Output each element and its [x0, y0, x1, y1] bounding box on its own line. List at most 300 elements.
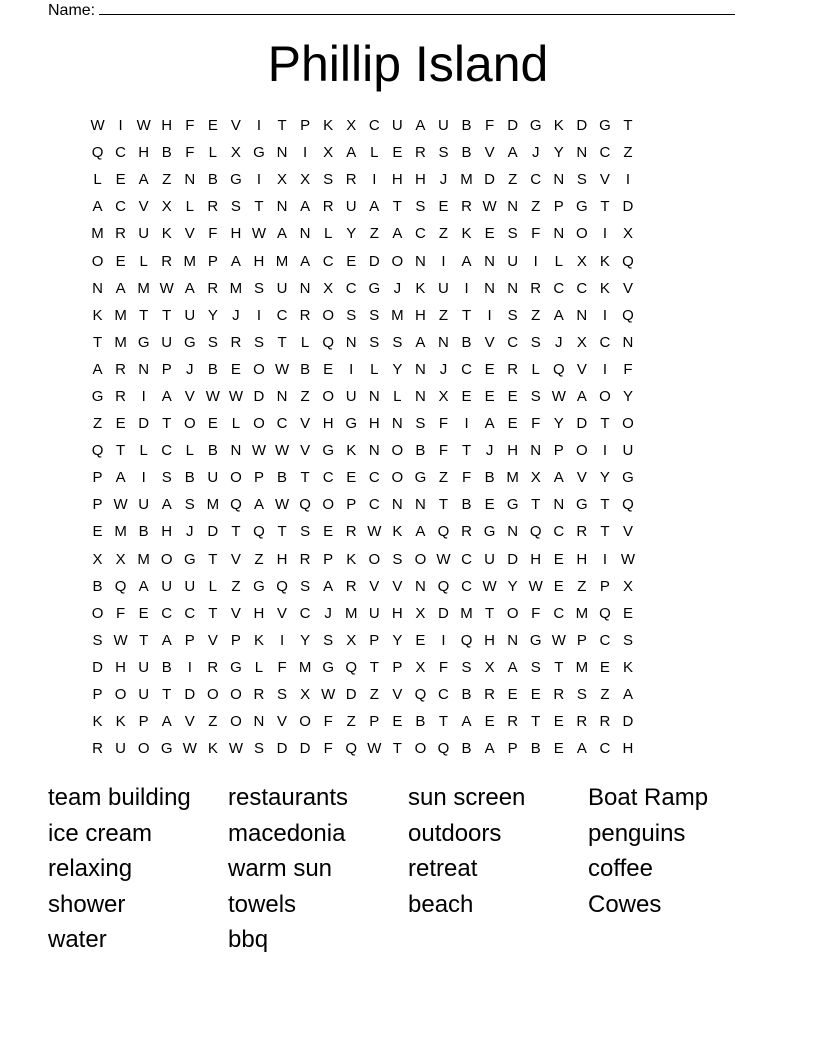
grid-letter: S	[438, 144, 449, 162]
grid-letter: A	[622, 686, 633, 704]
grid-row	[86, 247, 732, 274]
grid-row	[86, 437, 732, 464]
grid-letter: E	[392, 713, 403, 731]
grid-letter: K	[599, 252, 610, 270]
grid-letter: C	[322, 252, 334, 270]
grid-letter: C	[553, 523, 565, 541]
grid-letter: D	[576, 415, 588, 433]
grid-letter: S	[230, 198, 241, 216]
grid-letter: O	[160, 550, 173, 568]
grid-letter: C	[576, 279, 588, 297]
word-list-item: Boat Ramp	[588, 784, 709, 811]
grid-letter: N	[484, 252, 496, 270]
grid-letter: T	[139, 306, 149, 324]
grid-letter: C	[553, 604, 565, 622]
grid-letter: R	[115, 360, 127, 378]
grid-letter: U	[138, 225, 150, 243]
grid-letter: S	[369, 306, 380, 324]
grid-letter: E	[507, 387, 518, 405]
grid-letter: C	[368, 469, 380, 487]
grid-letter: R	[414, 144, 426, 162]
grid-letter: C	[414, 225, 426, 243]
grid-letter: B	[530, 740, 541, 758]
grid-letter: G	[230, 171, 242, 189]
grid-letter: P	[161, 360, 172, 378]
grid-letter: T	[92, 333, 103, 351]
grid-letter: I	[372, 171, 377, 189]
grid-letter: Z	[531, 198, 541, 216]
grid-letter: I	[602, 360, 607, 378]
word-list-item: Cowes	[588, 890, 662, 918]
grid-letter: B	[277, 469, 288, 487]
grid-letter: F	[438, 415, 449, 433]
grid-letter: A	[576, 740, 587, 758]
grid-letter: U	[368, 604, 380, 622]
grid-letter: T	[300, 469, 310, 487]
grid-letter: N	[507, 523, 519, 541]
grid-letter: X	[230, 144, 241, 162]
grid-letter: V	[138, 198, 149, 216]
word-list-item: bbq	[228, 926, 269, 953]
grid-letter: R	[345, 523, 357, 541]
grid-row	[86, 112, 732, 139]
grid-letter: I	[256, 171, 262, 189]
grid-letter: L	[323, 225, 333, 243]
grid-letter: I	[349, 360, 354, 378]
grid-letter: L	[531, 360, 540, 378]
grid-letter: D	[368, 252, 380, 270]
grid-letter: A	[576, 387, 587, 405]
grid-letter: P	[323, 550, 334, 568]
grid-letter: V	[230, 117, 241, 135]
grid-letter: C	[161, 604, 173, 622]
grid-letter: H	[391, 171, 403, 189]
grid-letter: I	[602, 306, 607, 324]
grid-letter: N	[368, 442, 380, 460]
grid-row	[86, 220, 732, 247]
grid-letter: I	[187, 658, 192, 676]
grid-letter: G	[91, 387, 104, 405]
grid-letter: Y	[553, 415, 564, 433]
grid-letter: Z	[438, 469, 449, 487]
grid-letter: S	[161, 469, 172, 487]
grid-letter: S	[530, 658, 541, 676]
grid-letter: I	[602, 442, 607, 460]
grid-letter: F	[623, 360, 633, 378]
grid-letter: G	[253, 144, 265, 162]
grid-letter: T	[369, 658, 379, 676]
grid-letter: M	[91, 225, 104, 243]
grid-letter: L	[300, 333, 310, 351]
grid-letter: O	[414, 550, 427, 568]
grid-letter: Z	[346, 713, 356, 731]
grid-letter: S	[346, 306, 357, 324]
grid-letter: U	[184, 306, 196, 324]
grid-letter: G	[599, 117, 611, 135]
grid-letter: S	[184, 496, 195, 514]
grid-letter: N	[368, 387, 380, 405]
word-list-item: warm sun	[228, 855, 333, 882]
grid-letter: P	[369, 713, 380, 731]
grid-letter: W	[228, 387, 243, 405]
grid-letter: T	[600, 496, 610, 514]
grid-letter: E	[553, 577, 564, 595]
grid-row	[86, 600, 732, 627]
grid-letter: X	[277, 171, 288, 189]
grid-letter: H	[115, 658, 127, 676]
grid-letter: J	[485, 442, 494, 460]
grid-letter: Z	[623, 144, 633, 162]
grid-letter: B	[207, 171, 218, 189]
grid-letter: N	[299, 279, 311, 297]
grid-letter: S	[392, 333, 403, 351]
word-list-item: outdoors	[408, 819, 502, 847]
grid-letter: B	[161, 144, 172, 162]
grid-letter: R	[207, 279, 219, 297]
grid-letter: M	[391, 306, 404, 324]
grid-letter: C	[368, 496, 380, 514]
grid-letter: E	[484, 225, 495, 243]
grid-letter: K	[323, 117, 334, 135]
grid-letter: T	[116, 442, 126, 460]
name-label: Name:	[48, 2, 96, 19]
grid-letter: L	[185, 442, 194, 460]
grid-letter: N	[553, 496, 565, 514]
grid-letter: L	[208, 144, 218, 162]
grid-letter: O	[91, 252, 104, 270]
grid-letter: I	[602, 225, 607, 243]
grid-letter: B	[415, 713, 426, 731]
grid-letter: U	[438, 279, 449, 297]
grid-letter: L	[93, 171, 102, 189]
word-list	[48, 780, 768, 958]
grid-letter: O	[506, 604, 519, 622]
grid-letter: T	[139, 631, 149, 649]
grid-letter: W	[528, 577, 543, 595]
grid-letter: N	[253, 713, 265, 731]
grid-letter: A	[553, 306, 564, 324]
grid-letter: C	[530, 171, 542, 189]
grid-letter: E	[599, 658, 610, 676]
grid-letter: V	[277, 713, 288, 731]
grid-letter: Q	[253, 523, 265, 541]
grid-letter: N	[553, 171, 565, 189]
grid-letter: T	[554, 658, 564, 676]
grid-letter: U	[345, 387, 357, 405]
grid-letter: P	[207, 252, 218, 270]
grid-letter: T	[162, 415, 172, 433]
grid-letter: C	[368, 117, 380, 135]
grid-letter: U	[115, 740, 127, 758]
grid-letter: A	[415, 523, 426, 541]
grid-letter: V	[622, 279, 633, 297]
grid-letter: E	[346, 252, 357, 270]
grid-letter: N	[92, 279, 103, 297]
grid-letter: R	[345, 171, 357, 189]
grid-letter: S	[622, 631, 633, 649]
grid-letter: E	[484, 713, 495, 731]
grid-letter: K	[461, 225, 472, 243]
grid-letter: D	[276, 740, 288, 758]
grid-letter: E	[207, 117, 218, 135]
grid-letter: L	[139, 252, 148, 270]
grid-letter: Y	[622, 387, 633, 405]
grid-letter: B	[161, 658, 172, 676]
grid-letter: E	[115, 252, 126, 270]
grid-letter: X	[622, 225, 633, 243]
grid-letter: Z	[369, 686, 379, 704]
grid-letter: U	[391, 117, 403, 135]
grid-row	[86, 491, 732, 518]
grid-letter: C	[599, 144, 611, 162]
grid-letter: W	[113, 496, 128, 514]
grid-letter: R	[253, 686, 265, 704]
grid-letter: I	[118, 117, 123, 135]
grid-letter: P	[300, 117, 311, 135]
grid-letter: F	[208, 225, 218, 243]
grid-letter: M	[206, 496, 220, 514]
grid-letter: B	[461, 144, 472, 162]
grid-letter: P	[92, 469, 103, 487]
grid-letter: Q	[345, 658, 358, 676]
grid-letter: N	[414, 577, 426, 595]
grid-letter: A	[323, 577, 334, 595]
grid-letter: U	[138, 686, 150, 704]
grid-letter: T	[600, 523, 610, 541]
grid-letter: X	[300, 171, 311, 189]
grid-letter: C	[461, 360, 472, 378]
grid-letter: O	[391, 469, 404, 487]
grid-letter: S	[576, 686, 587, 704]
grid-letter: V	[576, 469, 587, 487]
grid-letter: N	[414, 360, 426, 378]
grid-letter: S	[323, 171, 334, 189]
grid-letter: E	[622, 604, 633, 622]
grid-letter: O	[299, 713, 311, 731]
grid-letter: R	[92, 740, 103, 758]
grid-letter: P	[392, 658, 403, 676]
grid-letter: N	[276, 198, 288, 216]
grid-letter: D	[622, 198, 634, 216]
grid-row	[86, 681, 732, 708]
grid-letter: G	[414, 469, 427, 487]
grid-letter: O	[230, 713, 242, 731]
grid-letter: E	[553, 740, 564, 758]
grid-letter: V	[184, 225, 195, 243]
grid-letter: O	[230, 686, 242, 704]
grid-letter: E	[484, 496, 495, 514]
grid-letter: W	[482, 198, 497, 216]
grid-letter: G	[253, 577, 265, 595]
grid-letter: V	[576, 360, 587, 378]
grid-letter: D	[345, 686, 357, 704]
grid-letter: G	[576, 496, 588, 514]
grid-letter: L	[370, 360, 379, 378]
grid-letter: K	[346, 550, 357, 568]
grid-letter: L	[231, 415, 241, 433]
grid-letter: U	[345, 198, 357, 216]
grid-letter: A	[230, 252, 241, 270]
grid-row	[86, 735, 732, 762]
grid-letter: C	[599, 631, 611, 649]
grid-letter: I	[464, 279, 469, 297]
grid-letter: C	[299, 604, 311, 622]
grid-row	[86, 573, 732, 600]
grid-letter: E	[115, 171, 126, 189]
grid-letter: Y	[207, 306, 218, 324]
grid-letter: G	[576, 198, 588, 216]
grid-letter: M	[298, 658, 312, 676]
grid-letter: A	[507, 658, 518, 676]
grid-letter: I	[487, 306, 492, 324]
grid-letter: A	[161, 496, 172, 514]
grid-letter: C	[322, 469, 334, 487]
grid-letter: O	[622, 415, 634, 433]
grid-letter: Z	[438, 306, 449, 324]
grid-letter: Y	[392, 631, 403, 649]
grid-letter: R	[576, 713, 588, 731]
grid-letter: W	[228, 740, 243, 758]
grid-letter: G	[160, 740, 173, 758]
grid-letter: O	[414, 740, 427, 758]
grid-letter: Q	[599, 604, 611, 622]
word-list-item: team building	[48, 784, 191, 811]
grid-letter: T	[208, 604, 218, 622]
grid-letter: K	[622, 658, 633, 676]
grid-row	[86, 627, 732, 654]
grid-letter: V	[369, 577, 380, 595]
grid-letter: H	[484, 631, 496, 649]
grid-letter: I	[533, 252, 538, 270]
grid-letter: C	[599, 333, 611, 351]
grid-letter: X	[92, 550, 103, 568]
grid-letter: P	[553, 442, 564, 460]
grid-letter: O	[253, 360, 265, 378]
name-field	[48, 0, 735, 20]
grid-letter: T	[600, 415, 610, 433]
grid-letter: W	[159, 279, 174, 297]
grid-letter: N	[276, 387, 288, 405]
grid-letter: B	[461, 496, 472, 514]
word-search-grid	[86, 112, 732, 762]
grid-letter: R	[322, 198, 334, 216]
grid-letter: F	[185, 144, 195, 162]
grid-letter: Y	[300, 631, 311, 649]
grid-letter: E	[507, 415, 518, 433]
grid-letter: A	[138, 577, 149, 595]
grid-letter: P	[369, 631, 380, 649]
grid-letter: A	[415, 333, 426, 351]
word-list-item: ice cream	[48, 819, 153, 847]
grid-row	[86, 518, 732, 545]
grid-letter: M	[575, 604, 589, 622]
grid-row	[86, 410, 732, 437]
grid-row	[86, 302, 732, 329]
grid-letter: O	[183, 415, 196, 433]
grid-letter: S	[461, 658, 472, 676]
grid-letter: W	[205, 387, 220, 405]
grid-letter: V	[622, 523, 633, 541]
grid-letter: Q	[230, 496, 242, 514]
grid-letter: G	[183, 550, 196, 568]
grid-letter: P	[92, 686, 103, 704]
grid-letter: K	[553, 117, 564, 135]
grid-letter: Z	[438, 225, 449, 243]
grid-letter: S	[253, 333, 264, 351]
grid-letter: T	[208, 550, 218, 568]
grid-letter: N	[184, 171, 196, 189]
grid-letter: C	[184, 604, 196, 622]
grid-letter: N	[276, 144, 288, 162]
grid-letter: H	[576, 550, 588, 568]
grid-letter: A	[484, 740, 495, 758]
word-list-item: macedonia	[228, 819, 346, 847]
grid-letter: D	[622, 713, 634, 731]
grid-letter: E	[346, 469, 357, 487]
grid-letter: M	[575, 658, 589, 676]
grid-letter: H	[253, 604, 265, 622]
grid-letter: F	[485, 117, 495, 135]
grid-letter: U	[484, 550, 496, 568]
grid-letter: N	[299, 225, 311, 243]
grid-letter: I	[441, 252, 446, 270]
grid-letter: F	[323, 713, 333, 731]
grid-letter: I	[279, 631, 285, 649]
grid-letter: G	[529, 117, 542, 135]
grid-letter: Y	[553, 144, 564, 162]
grid-letter: R	[299, 306, 311, 324]
grid-letter: Q	[437, 740, 450, 758]
grid-letter: I	[303, 144, 308, 162]
grid-letter: R	[507, 713, 519, 731]
grid-row	[86, 193, 732, 220]
grid-letter: W	[274, 360, 290, 378]
grid-letter: K	[346, 442, 357, 460]
grid-row	[86, 546, 732, 573]
grid-letter: M	[183, 252, 197, 270]
grid-letter: N	[414, 496, 426, 514]
grid-letter: H	[161, 523, 173, 541]
grid-letter: R	[115, 387, 127, 405]
grid-letter: J	[393, 279, 402, 297]
grid-letter: P	[599, 577, 610, 595]
grid-letter: V	[484, 333, 495, 351]
grid-letter: Q	[91, 442, 104, 460]
grid-letter: C	[461, 577, 472, 595]
grid-letter: Q	[622, 252, 634, 270]
grid-letter: X	[415, 658, 426, 676]
grid-letter: W	[482, 577, 497, 595]
grid-letter: P	[507, 740, 518, 758]
grid-letter: S	[300, 577, 311, 595]
grid-letter: K	[415, 279, 426, 297]
grid-letter: V	[230, 604, 241, 622]
grid-letter: N	[507, 198, 519, 216]
grid-letter: Q	[276, 577, 288, 595]
grid-letter: M	[460, 171, 473, 189]
grid-letter: R	[576, 523, 588, 541]
grid-letter: Z	[231, 577, 241, 595]
grid-letter: T	[277, 333, 287, 351]
grid-letter: I	[441, 631, 446, 649]
grid-letter: H	[276, 550, 288, 568]
grid-letter: W	[367, 523, 382, 541]
grid-letter: H	[530, 550, 542, 568]
grid-letter: E	[553, 550, 564, 568]
grid-letter: O	[322, 306, 334, 324]
grid-letter: S	[253, 740, 264, 758]
grid-letter: P	[230, 631, 241, 649]
